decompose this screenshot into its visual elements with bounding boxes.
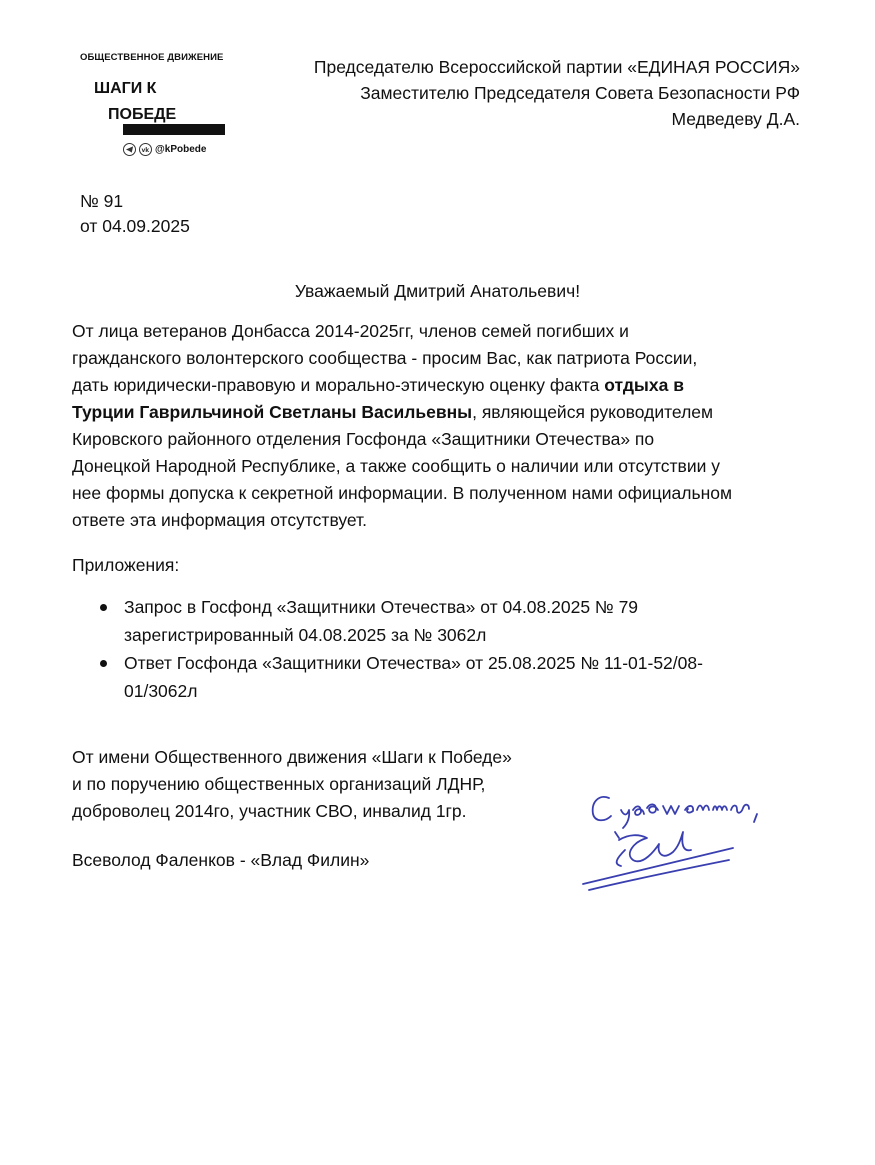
logo-title-line2: ПОБЕДЕ bbox=[108, 106, 177, 123]
addressee-line: Председателю Всероссийской партии «ЕДИНАЯ РОССИЯ» bbox=[313, 57, 800, 77]
body-line bbox=[72, 372, 817, 399]
attachment-line: зарегистрированный 04.08.2025 за № 3062л bbox=[124, 625, 487, 645]
body-bold-span: отдыха в bbox=[604, 375, 684, 395]
social-handle: @kPobede bbox=[155, 144, 207, 155]
vk-icon bbox=[139, 143, 152, 156]
document-reference bbox=[80, 189, 190, 239]
document-number: № 91 bbox=[80, 191, 124, 211]
logo-title bbox=[94, 76, 176, 128]
logo-org-type: ОБЩЕСТВЕННОЕ ДВИЖЕНИЕ bbox=[80, 52, 224, 63]
handwritten-signature bbox=[575, 780, 795, 900]
body-text-span: , являющейся руководителем bbox=[472, 402, 714, 422]
letter-body bbox=[72, 318, 817, 534]
signature-line: и по поручению общественных организаций ЛДНР, bbox=[72, 774, 486, 794]
body-text-span: дать юридически-правовую и морально-этическую оценку факта bbox=[72, 375, 605, 395]
addressee-block bbox=[314, 54, 800, 132]
attachments-list bbox=[100, 593, 800, 705]
attachment-line: 01/3062л bbox=[124, 681, 198, 701]
body-line: Кировского районного отделения Госфонда «Защитники Отечества» по bbox=[72, 429, 655, 449]
telegram-icon bbox=[123, 143, 136, 156]
bullet-icon bbox=[100, 604, 107, 611]
logo-bar bbox=[123, 124, 225, 135]
svg-text:vk: vk bbox=[141, 147, 150, 154]
body-line: ответе эта информация отсутствует. bbox=[72, 510, 367, 530]
body-line bbox=[72, 399, 817, 426]
addressee-line: Заместителю Председателя Совета Безопасности РФ bbox=[360, 83, 800, 103]
body-line: гражданского волонтерского сообщества - просим Вас, как патриота России, bbox=[72, 348, 698, 368]
greeting: Уважаемый Дмитрий Анатольевич! bbox=[294, 281, 581, 301]
body-line: нее формы допуска к секретной информации. В полученном нами официальном bbox=[72, 483, 733, 503]
signature-line: доброволец 2014го, участник СВО, инвалид 1гр. bbox=[72, 801, 467, 821]
logo-social bbox=[123, 143, 206, 156]
signature-line: От имени Общественного движения «Шаги к Победе» bbox=[72, 747, 512, 767]
attachments-label: Приложения: bbox=[72, 555, 180, 575]
document-date: от 04.09.2025 bbox=[80, 216, 190, 236]
attachment-line: Запрос в Госфонд «Защитники Отечества» от 04.08.2025 № 79 bbox=[124, 597, 639, 617]
list-item bbox=[100, 593, 800, 649]
attachment-line: Ответ Госфонда «Защитники Отечества» от 25.08.2025 № 11-01-52/08- bbox=[124, 653, 703, 673]
signer-name: Всеволод Фаленков - «Влад Филин» bbox=[72, 850, 370, 870]
list-item bbox=[100, 649, 800, 705]
bullet-icon bbox=[100, 660, 107, 667]
signature-block bbox=[72, 744, 512, 825]
logo-title-line1: ШАГИ К bbox=[94, 80, 157, 97]
addressee-line: Медведеву Д.А. bbox=[671, 109, 800, 129]
body-line: От лица ветеранов Донбасса 2014-2025гг, членов семей погибших и bbox=[72, 321, 629, 341]
body-bold-span: Турции Гаврильчиной Светланы Васильевны bbox=[72, 402, 473, 422]
body-line: Донецкой Народной Республике, а также сообщить о наличии или отсутствии у bbox=[72, 456, 721, 476]
